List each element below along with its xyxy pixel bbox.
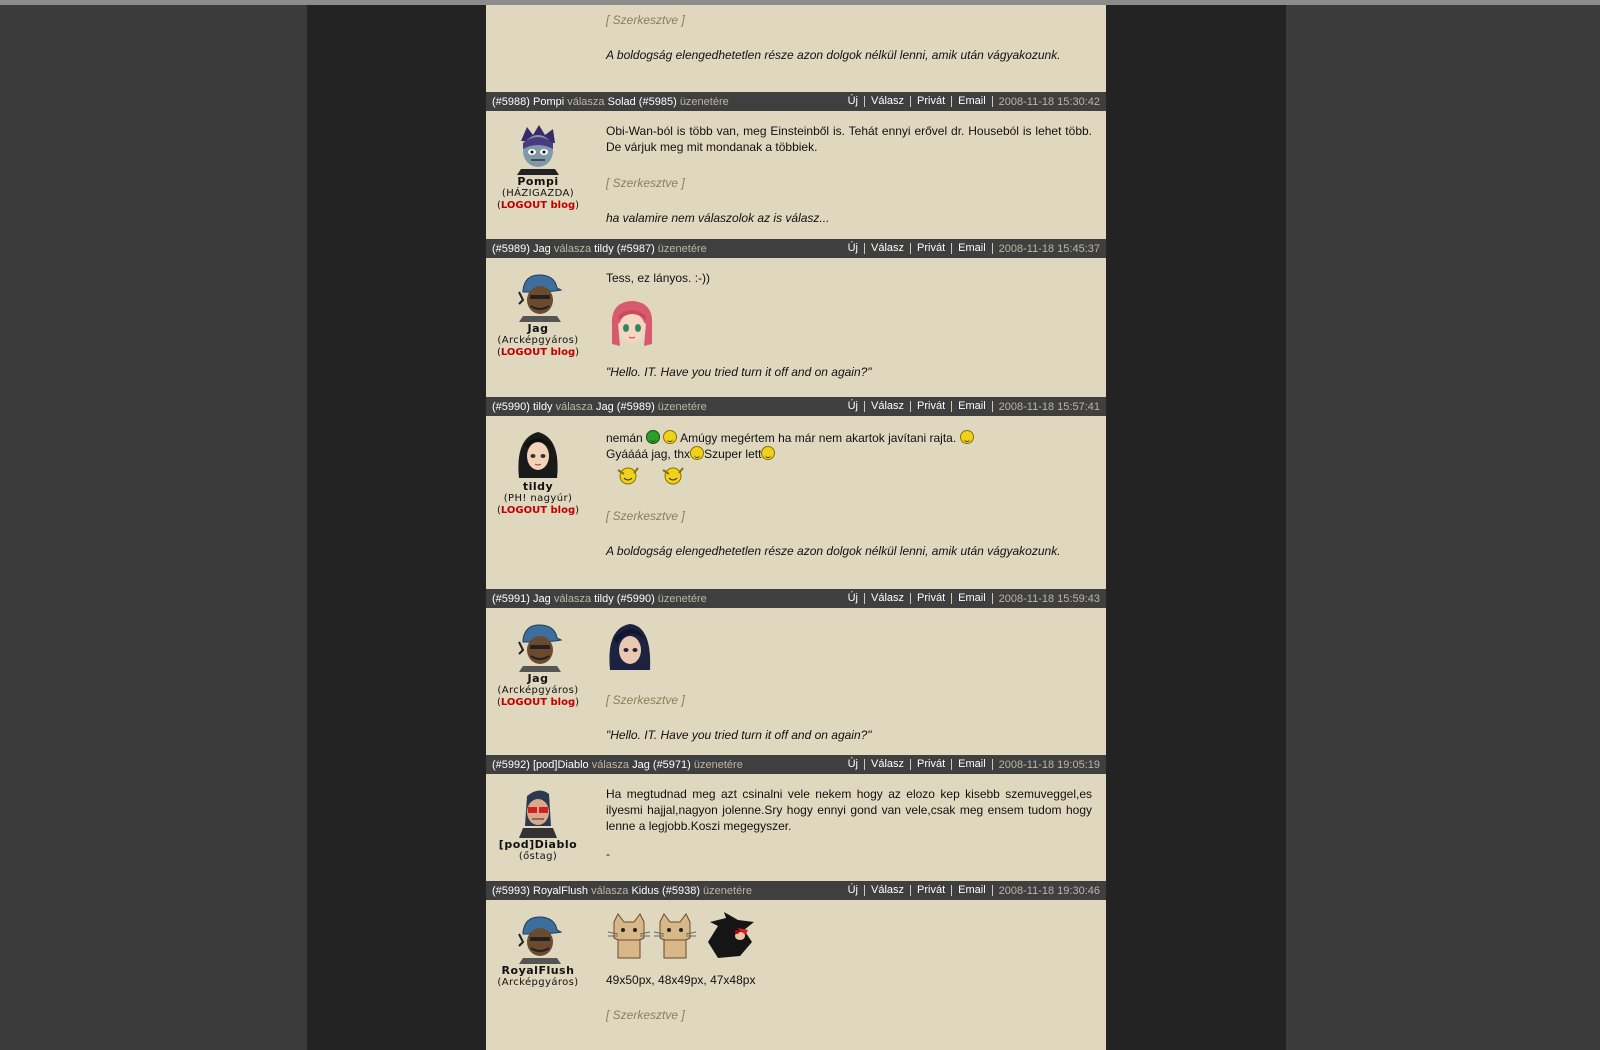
edited-link[interactable]: [ Szerkesztve ]	[606, 13, 685, 27]
post	[486, 900, 1106, 1050]
post-text: Ha megtudnad meg azt csinalni vele nekem hogy az elozo kep kisebb szemuveggel,es ilyesmi hajjal,nagyon jolenne.Sry hogy ennyi gond van vele,csak meg ensem tudom hogy lenne a legjobb.Koszi megegyszer.	[606, 787, 1092, 833]
dancing-smiley-icon	[659, 464, 687, 486]
private-message-link[interactable]: Privát	[911, 243, 952, 254]
edited-link[interactable]: [ Szerkesztve ]	[606, 509, 685, 523]
post-id[interactable]: #5989	[495, 242, 527, 255]
post-id[interactable]: #5988	[495, 95, 527, 108]
private-message-link[interactable]: Privát	[911, 759, 952, 770]
bow-smiley-icon	[761, 446, 775, 460]
email-link[interactable]: Email	[952, 885, 993, 896]
post-timestamp: 2008-11-18 15:30:42	[998, 95, 1100, 108]
blue-cap-avatar-icon[interactable]	[513, 912, 563, 964]
post-header: (#5991) Jag válasza tildy (#5990) üzenetére Új Válasz Privát Email 2008-11-18 15:59:43	[486, 589, 1106, 608]
new-post-link[interactable]: Új	[842, 593, 865, 604]
username[interactable]: Jag	[527, 322, 549, 335]
author-name[interactable]: Pompi	[533, 95, 565, 108]
post-text-line: nemán Amúgy megértem ha már nem akartok javítani rajta.	[606, 430, 1092, 446]
user-column	[486, 900, 590, 1050]
blog-link[interactable]: (LOGOUT blog)	[496, 347, 580, 358]
cat-image	[652, 912, 698, 962]
post-text-line: Gyáááá jag, thx Szuper lett	[606, 446, 1092, 462]
reply-link[interactable]: Válasz	[865, 759, 911, 770]
new-post-link[interactable]: Új	[842, 96, 865, 107]
signature: -	[606, 847, 610, 861]
signature: "Hello. IT. Have you tried turn it off and on again?"	[606, 365, 872, 379]
user-rank: (Arcképgyáros)	[497, 977, 579, 988]
target-name[interactable]: tildy	[594, 592, 614, 605]
author-name[interactable]: Jag	[533, 242, 551, 255]
post	[486, 111, 1106, 239]
bow-smiley-icon	[690, 446, 704, 460]
blog-link[interactable]: (LOGOUT blog)	[496, 200, 580, 211]
red-glasses-avatar-icon[interactable]	[513, 786, 563, 838]
cat-image	[606, 912, 652, 962]
post-text: 49x50px, 48x49px, 47x48px	[606, 973, 756, 987]
username[interactable]: Jag	[527, 672, 549, 685]
target-name[interactable]: Jag	[632, 758, 650, 771]
purple-zombie-avatar-icon[interactable]	[513, 123, 563, 175]
smile-smiley-icon	[960, 430, 974, 444]
post-header: (#5992) [pod]Diablo válasza Jag (#5971) üzenetére Új Válasz Privát Email 2008-11-18 19:05:19	[486, 755, 1106, 774]
user-column	[486, 258, 590, 397]
author-name[interactable]: Jag	[533, 592, 551, 605]
user-rank: (PH! nagyúr)	[503, 493, 573, 504]
post-timestamp: 2008-11-18 15:59:43	[998, 592, 1100, 605]
post-timestamp: 2008-11-18 19:05:19	[998, 758, 1100, 771]
private-message-link[interactable]: Privát	[911, 96, 952, 107]
post	[486, 416, 1106, 589]
private-message-link[interactable]: Privát	[911, 401, 952, 412]
user-rank: (Arcképgyáros)	[497, 685, 579, 696]
post-header: (#5989) Jag válasza tildy (#5987) üzenetére Új Válasz Privát Email 2008-11-18 15:45:37	[486, 239, 1106, 258]
email-link[interactable]: Email	[952, 593, 993, 604]
edited-link[interactable]: [ Szerkesztve ]	[606, 693, 685, 707]
hedgehog-image	[704, 912, 758, 962]
user-rank: (őstag)	[518, 851, 558, 862]
post-text: Obi-Wan-ból is több van, meg Einsteinből is. Tehát ennyi erővel dr. Houseból is lehet több. De várjuk meg mit mondanak a többiek.	[606, 124, 1092, 154]
edited-link[interactable]: [ Szerkesztve ]	[606, 176, 685, 190]
blog-link[interactable]: (LOGOUT blog)	[496, 505, 580, 516]
reply-link[interactable]: Válasz	[865, 885, 911, 896]
edited-link[interactable]: [ Szerkesztve ]	[606, 1008, 685, 1022]
forum-thread	[486, 5, 1106, 1050]
reply-link[interactable]: Válasz	[865, 401, 911, 412]
post	[486, 774, 1106, 881]
post-header: (#5988) Pompi válasza Solad (#5985) üzenetére Új Válasz Privát Email 2008-11-18 15:30:42	[486, 92, 1106, 111]
username[interactable]: Pompi	[517, 175, 559, 188]
email-link[interactable]: Email	[952, 401, 993, 412]
author-name[interactable]: [pod]Diablo	[533, 758, 589, 771]
new-post-link[interactable]: Új	[842, 759, 865, 770]
reply-link[interactable]: Válasz	[865, 593, 911, 604]
blue-cap-avatar-icon[interactable]	[513, 270, 563, 322]
post-id[interactable]: #5990	[495, 400, 527, 413]
target-name[interactable]: tildy	[594, 242, 614, 255]
dancing-smiley-icon	[614, 464, 642, 486]
post-id[interactable]: #5991	[495, 592, 527, 605]
post-fragment	[486, 5, 1106, 92]
target-name[interactable]: Kidus	[631, 884, 659, 897]
blog-link[interactable]: (LOGOUT blog)	[496, 697, 580, 708]
username[interactable]: RoyalFlush	[501, 964, 575, 977]
smile-smiley-icon	[663, 430, 677, 444]
signature: "Hello. IT. Have you tried turn it off and on again?"	[606, 728, 872, 742]
post-body	[590, 608, 1106, 755]
dark-hair-girl-avatar-icon[interactable]	[513, 428, 563, 480]
username[interactable]: tildy	[522, 480, 554, 493]
author-name[interactable]: RoyalFlush	[533, 884, 589, 897]
user-column	[486, 608, 590, 755]
pink-hair-girl-image	[606, 298, 658, 348]
signature: A boldogság elengedhetetlen része azon dolgok nélkül lenni, amik után vágyakozunk.	[606, 48, 1061, 62]
post-timestamp: 2008-11-18 15:45:37	[998, 242, 1100, 255]
post-timestamp: 2008-11-18 19:30:46	[998, 884, 1100, 897]
email-link[interactable]: Email	[952, 759, 993, 770]
post-body	[590, 258, 1106, 397]
username[interactable]: [pod]Diablo	[498, 838, 578, 851]
post-timestamp: 2008-11-18 15:57:41	[998, 400, 1100, 413]
grin-smiley-icon	[646, 430, 660, 444]
post-id[interactable]: #5992	[495, 758, 527, 771]
post-body	[590, 111, 1106, 239]
signature: ha valamire nem válaszolok az is válasz...	[606, 211, 830, 225]
post-body	[590, 900, 1106, 1050]
anime-character-image	[606, 620, 654, 672]
new-post-link[interactable]: Új	[842, 401, 865, 412]
target-name[interactable]: Jag	[595, 400, 614, 413]
email-link[interactable]: Email	[952, 243, 993, 254]
user-column	[486, 111, 590, 239]
post-header: (#5993) RoyalFlush válasza Kidus (#5938) üzenetére Új Válasz Privát Email 2008-11-18 19:30:46	[486, 881, 1106, 900]
target-name[interactable]: Solad	[607, 95, 636, 108]
post-body	[590, 774, 1106, 881]
post-body	[590, 416, 1106, 589]
author-name[interactable]: tildy	[533, 400, 553, 413]
post-text: Tess, ez lányos. :-))	[606, 271, 711, 285]
post-header: (#5990) tildy válasza Jag (#5989) üzenetére Új Válasz Privát Email 2008-11-18 15:57:41	[486, 397, 1106, 416]
new-post-link[interactable]: Új	[842, 243, 865, 254]
email-link[interactable]: Email	[952, 96, 993, 107]
post-id[interactable]: #5993	[495, 884, 527, 897]
private-message-link[interactable]: Privát	[911, 593, 952, 604]
reply-link[interactable]: Válasz	[865, 96, 911, 107]
user-column	[486, 774, 590, 881]
signature: A boldogság elengedhetetlen része azon dolgok nélkül lenni, amik után vágyakozunk.	[606, 544, 1061, 558]
post	[486, 258, 1106, 397]
user-rank: (HÁZIGAZDA)	[501, 188, 575, 199]
reply-link[interactable]: Válasz	[865, 243, 911, 254]
new-post-link[interactable]: Új	[842, 885, 865, 896]
post	[486, 608, 1106, 755]
private-message-link[interactable]: Privát	[911, 885, 952, 896]
blue-cap-avatar-icon[interactable]	[513, 620, 563, 672]
user-column	[486, 5, 590, 92]
user-column	[486, 416, 590, 589]
user-rank: (Arcképgyáros)	[497, 335, 579, 346]
